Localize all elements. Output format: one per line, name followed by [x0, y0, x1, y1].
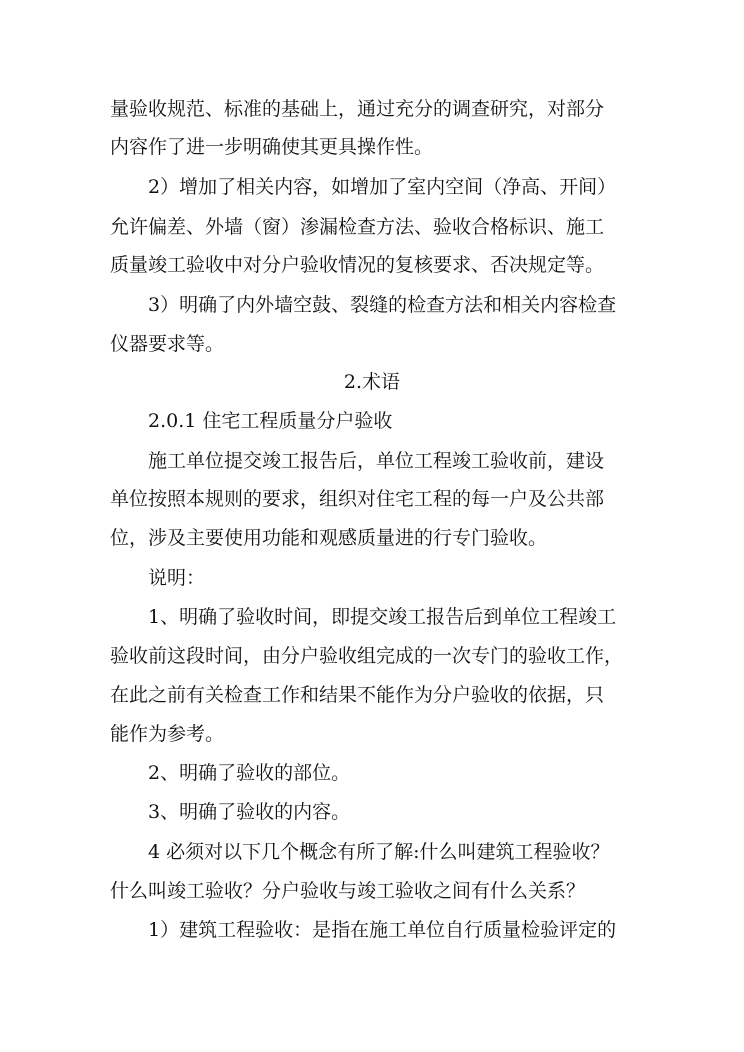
text-line: 1）建筑工程验收：是指在施工单位自行质量检验评定的 — [148, 919, 617, 941]
text-line: 在此之前有关检查工作和结果不能作为分户验收的依据，只 — [110, 684, 605, 706]
text-line: 允许偏差、外墙（窗）渗漏检查方法、验收合格标识、施工 — [110, 216, 605, 238]
text-line: 单位按照本规则的要求，组织对住宅工程的每一户及公共部 — [110, 488, 605, 510]
text-line: 3、明确了验收的内容。 — [148, 801, 351, 823]
text-line: 2）增加了相关内容，如增加了室内空间（净高、开间） — [148, 176, 617, 198]
text-line: 什么叫竣工验收？分户验收与竣工验收之间有什么关系？ — [110, 880, 586, 902]
section-heading: 2.术语 — [343, 371, 401, 393]
text-line: 质量竣工验收中对分户验收情况的复核要求、否决规定等。 — [110, 254, 605, 276]
text-line: 位，涉及主要使用功能和观感质量进的行专门验收。 — [110, 527, 548, 549]
text-line: 量验收规范、标准的基础上，通过充分的调查研究，对部分 — [110, 98, 605, 120]
text-line: 说明： — [148, 567, 206, 589]
text-line: 3）明确了内外墙空鼓、裂缝的检查方法和相关内容检查 — [148, 294, 617, 316]
text-line: 内容作了进一步明确使其更具操作性。 — [110, 136, 434, 158]
subsection-heading: 2.0.1 住宅工程质量分户验收 — [148, 410, 393, 432]
text-line: 2、明确了验收的部位。 — [148, 762, 351, 784]
text-line: 1、明确了验收时间，即提交竣工报告后到单位工程竣工 — [148, 606, 617, 628]
text-line: 施工单位提交竣工报告后，单位工程竣工验收前，建设 — [148, 450, 605, 472]
text-line: 能作为参考。 — [110, 723, 225, 745]
text-line: 验收前这段时间，由分户验收组完成的一次专门的验收工作， — [110, 645, 624, 667]
text-line: 仪器要求等。 — [110, 333, 225, 355]
text-line: 4 必须对以下几个概念有所了解:什么叫建筑工程验收？ — [148, 841, 610, 863]
